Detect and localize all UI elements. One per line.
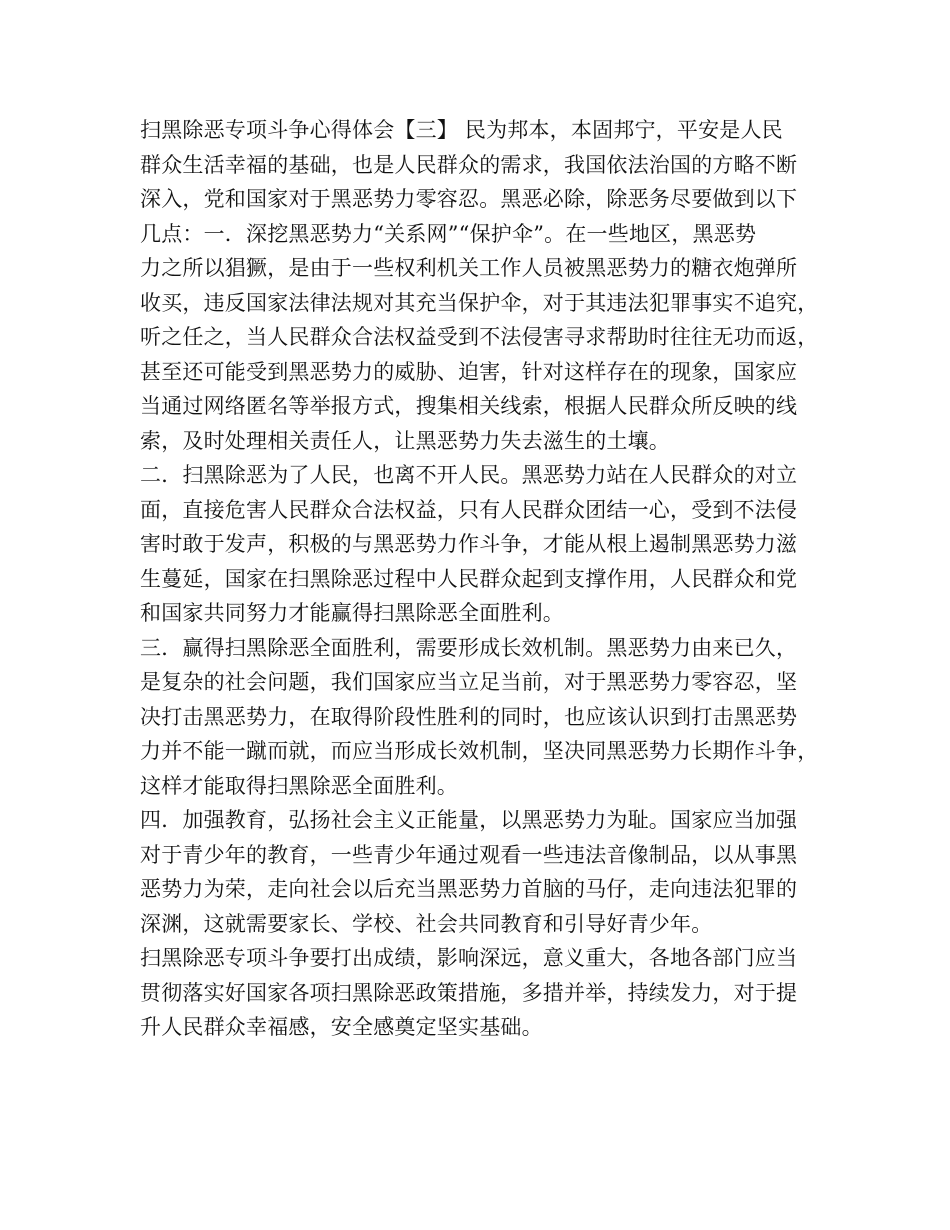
text-line: 恶势力为荣，走向社会以后充当黑恶势力首脑的马仔，走向违法犯罪的 [140,877,798,901]
text-line: 听之任之，当人民群众合法权益受到不法侵害寻求帮助时往往无功而返， [140,325,819,349]
text-line: 扫黑除恶专项斗争心得体会【三】 民为邦本，本固邦宁，平安是人民 [140,118,783,142]
text-line: 深渊，这就需要家长、学校、社会共同教育和引导好青少年。 [140,911,713,936]
text-line: 三．赢得扫黑除恶全面胜利，需要形成长效机制。黑恶势力由来已久， [140,635,798,660]
text-line: 二．扫黑除恶为了人民，也离不开人民。黑恶势力站在人民群众的对立 [140,463,798,487]
text-line: 群众生活幸福的基础，也是人民群众的需求，我国依法治国的方略不断 [140,152,798,177]
text-line: 升人民群众幸福感，安全感奠定坚实基础。 [140,1015,543,1039]
text-line: 面，直接危害人民群众合法权益，只有人民群众团结一心，受到不法侵 [140,497,798,522]
text-line: 和国家共同努力才能赢得扫黑除恶全面胜利。 [140,601,564,625]
text-line: 深入，党和国家对于黑恶势力零容忍。黑恶必除，除恶务尽要做到以下 [140,187,798,211]
text-line: 这样才能取得扫黑除恶全面胜利。 [140,773,458,798]
text-line: 对于青少年的教育，一些青少年通过观看一些违法音像制品，以从事黑 [140,842,798,867]
text-line: 力并不能一蹴而就，而应当形成长效机制，坚决同黑恶势力长期作斗争， [140,739,819,763]
text-line: 是复杂的社会问题，我们国家应当立足当前，对于黑恶势力零容忍，坚 [140,670,798,694]
text-line: 当通过网络匿名等举报方式，搜集相关线索，根据人民群众所反映的线 [140,394,798,418]
text-line: 决打击黑恶势力，在取得阶段性胜利的同时，也应该认识到打击黑恶势 [140,704,798,729]
text-line: 力之所以猖獗，是由于一些权利机关工作人员被黑恶势力的糖衣炮弹所 [140,256,798,280]
text-line: 扫黑除恶专项斗争要打出成绩，影响深远，意义重大，各地各部门应当 [140,946,798,970]
text-line: 收买，违反国家法律法规对其充当保护伞，对于其违法犯罪事实不追究， [140,290,819,315]
text-line: 贯彻落实好国家各项扫黑除恶政策措施，多措并举，持续发力，对于提 [140,980,798,1005]
text-line: 四．加强教育，弘扬社会主义正能量，以黑恶势力为耻。国家应当加强 [140,808,798,832]
text-line: 索，及时处理相关责任人，让黑恶势力失去滋生的土壤。 [140,428,670,453]
text-line: 甚至还可能受到黑恶势力的威胁、迫害，针对这样存在的现象，国家应 [140,359,798,384]
document-body [140,113,820,1045]
text-line: 几点：一．深挖黑恶势力“关系网”“保护伞”。在一些地区，黑恶势 [140,221,757,246]
text-line: 生蔓延，国家在扫黑除恶过程中人民群众起到支撑作用，人民群众和党 [140,566,798,591]
text-line: 害时敢于发声，积极的与黑恶势力作斗争，才能从根上遏制黑恶势力滋 [140,532,798,556]
